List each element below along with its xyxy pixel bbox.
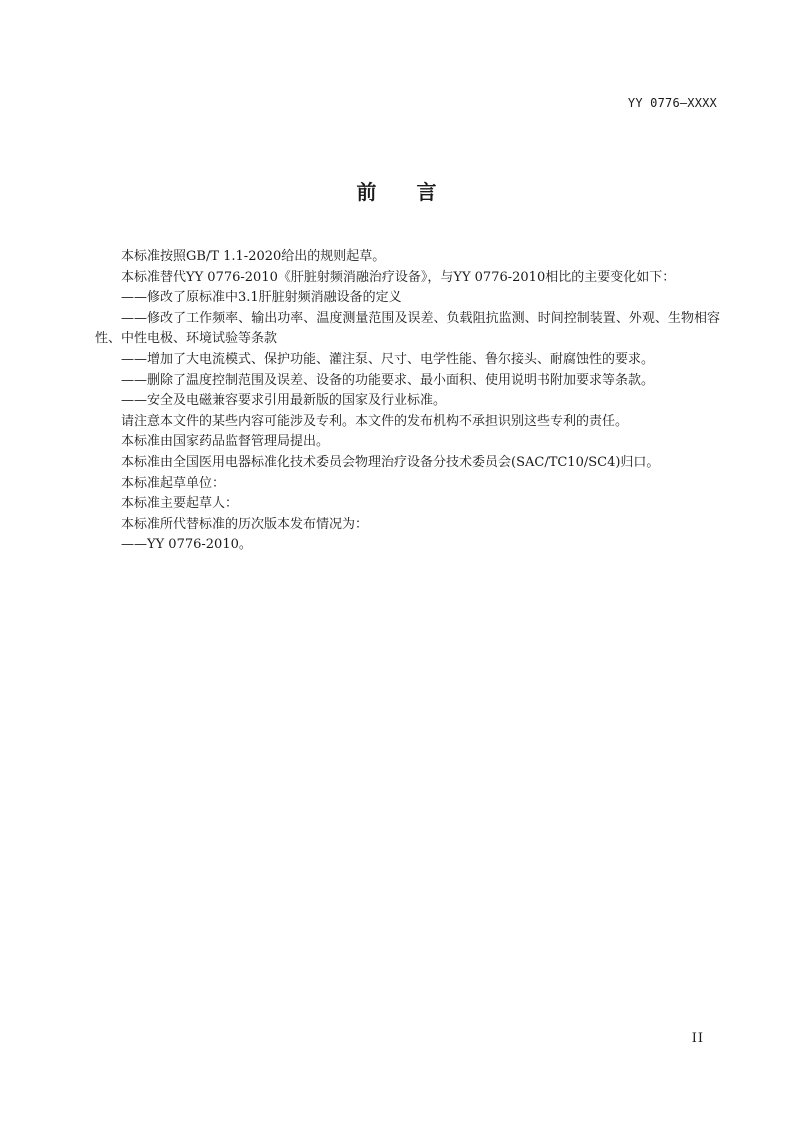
paragraph: 本标准起草单位： — [121, 475, 226, 491]
paragraph: ——修改了工作频率、输出功率、温度测量范围及误差、负载阻抗监测、时间控制装置、外观、生物相容性、中性电极、环境试验等条款 — [95, 310, 720, 347]
paragraph: ——删除了温度控制范围及误差、设备的功能要求、最小面积、使用说明书附加要求等条款。 — [121, 372, 655, 388]
paragraph: ——YY 0776-2010。 — [121, 537, 252, 553]
paragraph: ——增加了大电流模式、保护功能、灌注泵、尺寸、电学性能、鲁尔接头、耐腐蚀性的要求。 — [121, 351, 655, 367]
paragraph: 本标准主要起草人： — [121, 496, 239, 512]
paragraph: ——安全及电磁兼容要求引用最新版的国家及行业标准。 — [121, 393, 447, 409]
page-number: II — [691, 1031, 704, 1046]
paragraph: 请注意本文件的某些内容可能涉及专利。本文件的发布机构不承担识别这些专利的责任。 — [121, 413, 629, 429]
paragraph: 本标准按照GB/T 1.1-2020给出的规则起草。 — [121, 249, 386, 264]
preface-body — [95, 247, 720, 556]
paragraph: ——修改了原标准中3.1肝脏射频消融设备的定义 — [121, 290, 402, 306]
paragraph: 本标准由全国医用电器标准化技术委员会物理治疗设备分技术委员会(SAC/TC10/SC4)归口。 — [121, 454, 660, 470]
page-title: 前言 — [356, 180, 477, 204]
document-code: YY 0776—XXXX — [627, 96, 717, 110]
paragraph: 本标准由国家药品监督管理局提出。 — [121, 434, 330, 450]
paragraph: 本标准所代替标准的历次版本发布情况为： — [121, 516, 369, 532]
paragraph: 本标准替代YY 0776-2010《肝脏射频消融治疗设备》，与YY 0776-2010相比的主要变化如下： — [121, 269, 676, 285]
